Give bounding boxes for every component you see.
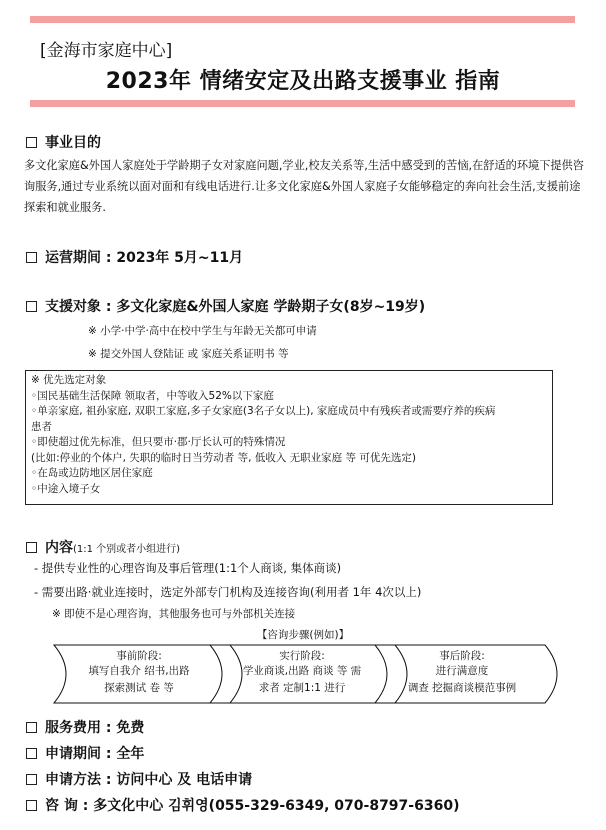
flow-stage-line: 调查 挖掘商谈模范事例 [407, 682, 517, 694]
checkbox-icon [26, 800, 37, 811]
flow-stage-line: 填写自我介 绍书,出路 [88, 665, 190, 677]
org-name: [金海市家庭中心] [40, 41, 173, 61]
flow-stage-1 [74, 645, 204, 703]
flow-stage-line: 学业商谈,出路 商谈 等 需 [242, 665, 362, 677]
target-note-2: ※ 提交外国人登陆证 或 家庭关系证明书 等 [88, 348, 289, 360]
priority-box [25, 370, 553, 505]
flow-stage-line: 进行满意度 [435, 665, 489, 677]
content-note: ※ 即使不是心理咨询，其他服务也可与外部机关连接 [52, 608, 296, 620]
priority-line: ◦单亲家庭, 祖孙家庭, 双职工家庭,多子女家庭(3名子女以上), 家庭成员中有残疾者或需要疗养的疾病 [31, 405, 496, 417]
page-title: 2023年 情绪安定及出路支援事业 指南 [105, 69, 501, 94]
flow-stage-line: 求者 定制1:1 进行 [258, 682, 346, 694]
priority-line: ※ 优先选定对象 [31, 374, 107, 386]
priority-line: (比如:停业的个体户, 失职的临时日当劳动者 等, 低收入 无职业家庭 等 可优先选定) [31, 451, 416, 464]
flow-stage-title: 事前阶段: [116, 650, 162, 662]
priority-line: 患者 [31, 420, 52, 433]
checkbox-icon [26, 722, 37, 733]
priority-line: ◦国民基础生活保障 领取者，中等收入52%以下家庭 [31, 389, 274, 402]
apply-period-line: 申请期间 : 全年 [26, 743, 144, 763]
checkbox-icon [26, 252, 37, 263]
flow-stage-2 [228, 645, 376, 703]
checkbox-icon [26, 137, 37, 148]
priority-line: ◦在岛或边防地区居住家庭 [31, 467, 153, 479]
content-heading: 内容(1:1 个别或者小组进行) [26, 537, 180, 557]
checkbox-icon [26, 748, 37, 759]
flow-stage-3 [394, 645, 530, 703]
priority-line: ◦即使超过优先标准，但只要市·郡·厅长认可的特殊情况 [31, 436, 286, 448]
content-item-2: - 需要出路·就业连接时，选定外部专门机构及连接咨询(利用者 1年 4次以上) [34, 585, 422, 599]
checkbox-icon [26, 542, 37, 553]
flow-stage-title: 实行阶段: [279, 650, 325, 662]
target-note-1: ※ 小学·中学·高中在校中学生与年龄无关都可申请 [88, 325, 317, 337]
target-heading: 支援对象 : 多文化家庭&外国人家庭 学龄期子女(8岁~19岁) [26, 296, 425, 316]
period-heading: 运营期间 : 2023年 5月~11月 [26, 247, 243, 267]
apply-method-line: 申请方法 : 访问中心 及 电话申请 [26, 769, 252, 789]
checkbox-icon [26, 301, 37, 312]
purpose-heading: 事业目的 [26, 132, 101, 152]
contact-line: 咨 询 : 多文化中心 김휘영(055-329-6349, 070-8797-6360) [26, 795, 459, 815]
flow-stage-title: 事后阶段: [439, 650, 485, 662]
flow-title: 【咨询步骤(例如)】 [256, 629, 350, 641]
content-item-1: - 提供专业性的心理咨询及事后管理(1:1个人商谈, 集体商谈) [34, 561, 342, 575]
top-bar [30, 16, 575, 23]
purpose-text: 多文化家庭&外国人家庭处于学龄期子女对家庭问题,学业,校友关系等,生活中感受到的苦恼,在舒适的环境下提供咨询服务,通过专业系统以面对面和有线电话进行.让多文化家庭&外国人家庭子女能够稳定的奔向社会生活,支援前途探索和就业服务. [24, 159, 584, 214]
checkbox-icon [26, 774, 37, 785]
fee-line: 服务费用 : 免费 [26, 717, 144, 737]
priority-line: ◦中途入境子女 [31, 482, 101, 495]
flow-stage-line: 探索测试 卷 等 [104, 682, 174, 694]
title-underline-bar [30, 100, 575, 107]
